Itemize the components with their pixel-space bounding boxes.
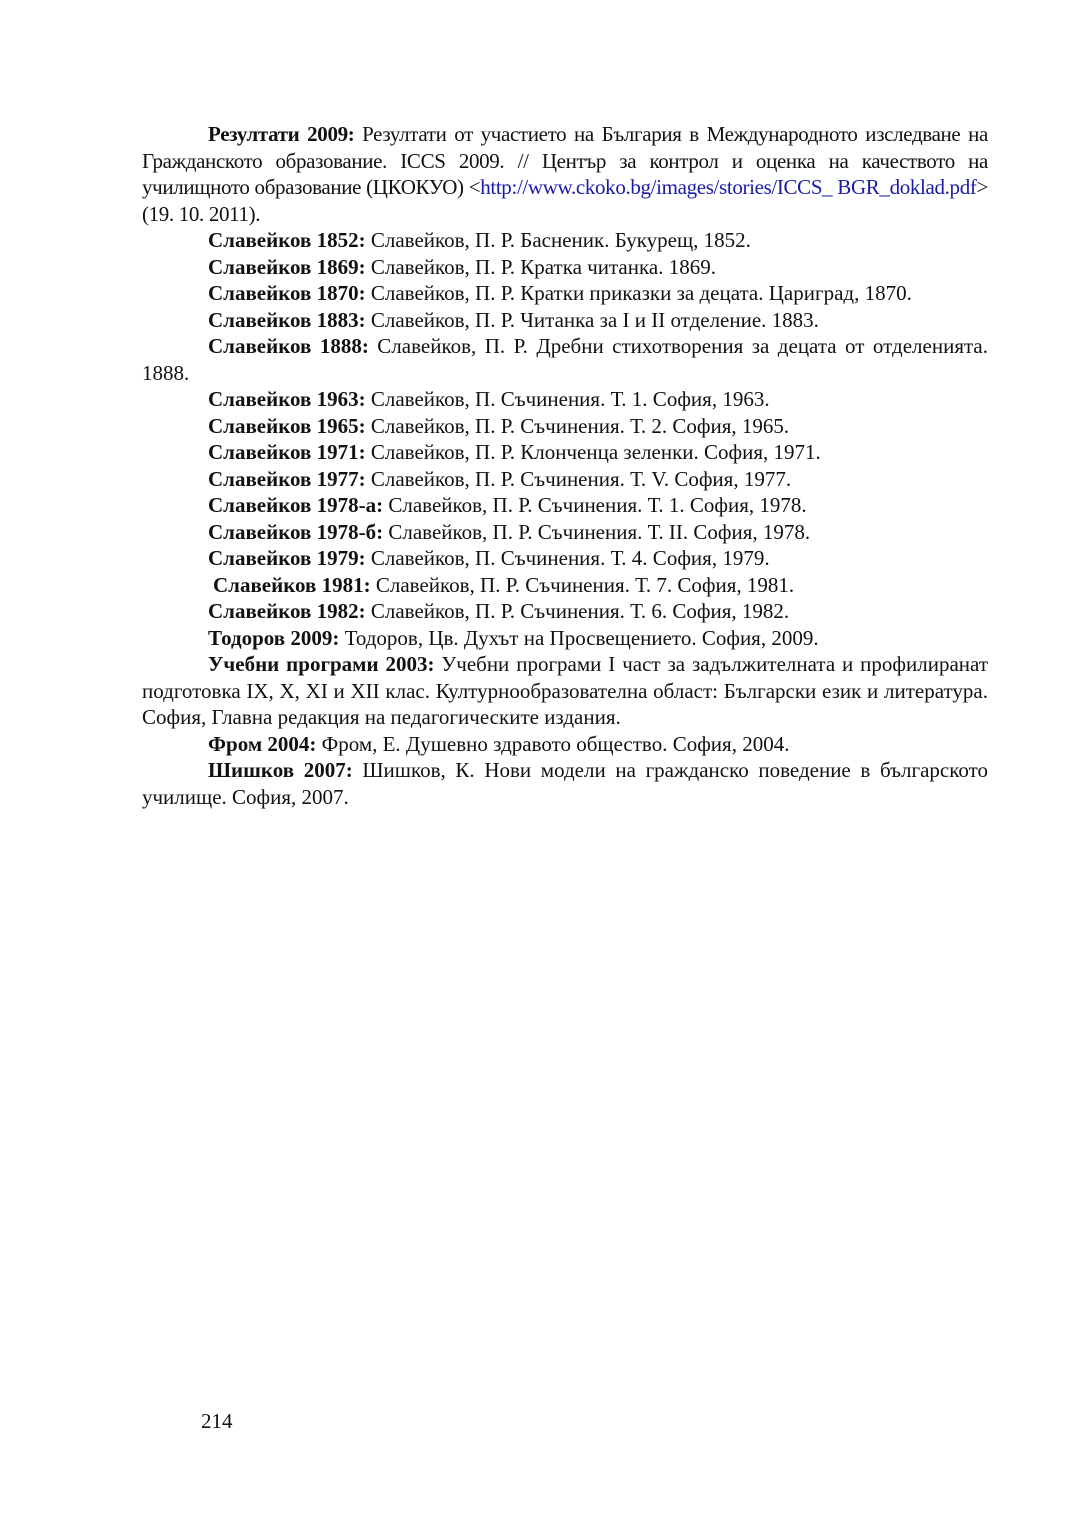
- reference-key: Резултати 2009:: [208, 122, 355, 146]
- reference-key: Учебни програми 2003:: [208, 652, 435, 676]
- reference-text: Шишков, К. Нови модели на гражданско поведение в българското училище. София, 2007.: [142, 758, 988, 809]
- reference-suffix: > (19. 10. 2011).: [142, 175, 988, 226]
- reference-key: Славейков 1888:: [208, 334, 369, 358]
- reference-key: Фром 2004:: [208, 731, 317, 756]
- reference-entry: [142, 386, 988, 413]
- reference-text: Славейков, П. Р. Съчинения. Т. II. София, 1978.: [383, 519, 811, 544]
- reference-entry: [142, 545, 988, 572]
- reference-key: Славейков 1971:: [208, 440, 366, 464]
- reference-key: Славейков 1870:: [208, 281, 366, 305]
- reference-text: Славейков, П. Р. Клонченца зеленки. София, 1971.: [365, 440, 821, 464]
- reference-text: Славейков, П. Р. Читанка за I и II отделение. 1883.: [365, 307, 819, 332]
- reference-key: Славейков 1978-б:: [208, 519, 384, 544]
- reference-text: Славейков, П. Р. Дребни стихотворения за децата от отделенията. 1888.: [142, 334, 989, 385]
- reference-text: Славейков, П. Р. Съчинения. Т. V. София, 1977.: [365, 466, 792, 491]
- reference-list: [142, 121, 988, 810]
- reference-key: Славейков 1978-а:: [208, 493, 384, 517]
- reference-text: Учебни програми I част за задължителната и профилиранат подготовка IX, X, XI и XII клас. Културнообразователна област: Български език и литература. София, Главна редакция на педагогическите издания.: [142, 652, 988, 729]
- reference-entry: [142, 333, 988, 386]
- reference-entry: [142, 757, 988, 810]
- reference-key: Шишков 2007:: [208, 758, 353, 782]
- reference-key: Славейков 1965:: [208, 413, 366, 438]
- reference-text: Славейков, П. Р. Съчинения. Т. 2. София, 1965.: [365, 413, 790, 438]
- reference-key: Славейков 1982:: [208, 599, 366, 623]
- reference-key: Славейков 1977:: [208, 466, 366, 491]
- page-number: 214: [201, 1409, 233, 1433]
- reference-key: Славейков 1852:: [208, 228, 366, 252]
- reference-entry: [142, 492, 988, 519]
- reference-key: Славейков 1963:: [208, 387, 366, 411]
- reference-entry: [142, 413, 988, 440]
- reference-entry: [142, 254, 988, 281]
- reference-key: Славейков 1869:: [208, 254, 366, 279]
- reference-text: Славейков, П. Р. Кратки приказки за децата. Цариград, 1870.: [365, 281, 912, 305]
- reference-entry: [142, 598, 988, 625]
- reference-text: Славейков, П. Р. Кратка читанка. 1869.: [365, 254, 716, 279]
- reference-entry: [142, 625, 988, 652]
- reference-text: Славейков, П. Съчинения. Т. 1. София, 1963.: [365, 387, 770, 411]
- reference-text: Тодоров, Цв. Духът на Просвещението. София, 2009.: [339, 625, 819, 650]
- reference-key: Славейков 1979:: [208, 546, 366, 570]
- reference-entry: [142, 466, 988, 493]
- reference-entry: [142, 280, 988, 307]
- reference-text: Славейков, П. Р. Съчинения. Т. 7. София, 1981.: [370, 572, 795, 597]
- reference-link[interactable]: http://www.ckoko.bg/images/stories/ICCS_ BGR_doklad.pdf: [480, 175, 977, 199]
- reference-entry: [142, 572, 988, 599]
- reference-entry: [142, 307, 988, 334]
- reference-text: Славейков, П. Р. Басненик. Букурещ, 1852.: [365, 228, 751, 252]
- reference-entry: [142, 651, 988, 731]
- reference-key: Славейков 1883:: [208, 307, 366, 332]
- reference-key: Тодоров 2009:: [208, 625, 340, 650]
- reference-key: Славейков 1981:: [213, 572, 371, 597]
- reference-entry: [142, 731, 988, 758]
- reference-text: Резултати от участието на България в Международното изследване на Гражданското образование. ICCS 2009. // Център за контрол и оценка на качеството на училищното образование (ЦКОКУО) <: [142, 122, 988, 199]
- reference-entry: [142, 227, 988, 254]
- reference-text: Славейков, П. Съчинения. Т. 4. София, 1979.: [365, 546, 770, 570]
- reference-entry: [142, 121, 988, 227]
- reference-text: Фром, Е. Душевно здравото общество. София, 2004.: [316, 731, 790, 756]
- reference-text: Славейков, П. Р. Съчинения. Т. 1. София, 1978.: [383, 493, 807, 517]
- reference-text: Славейков, П. Р. Съчинения. Т. 6. София, 1982.: [365, 599, 790, 623]
- reference-entry: [142, 519, 988, 546]
- reference-entry: [142, 439, 988, 466]
